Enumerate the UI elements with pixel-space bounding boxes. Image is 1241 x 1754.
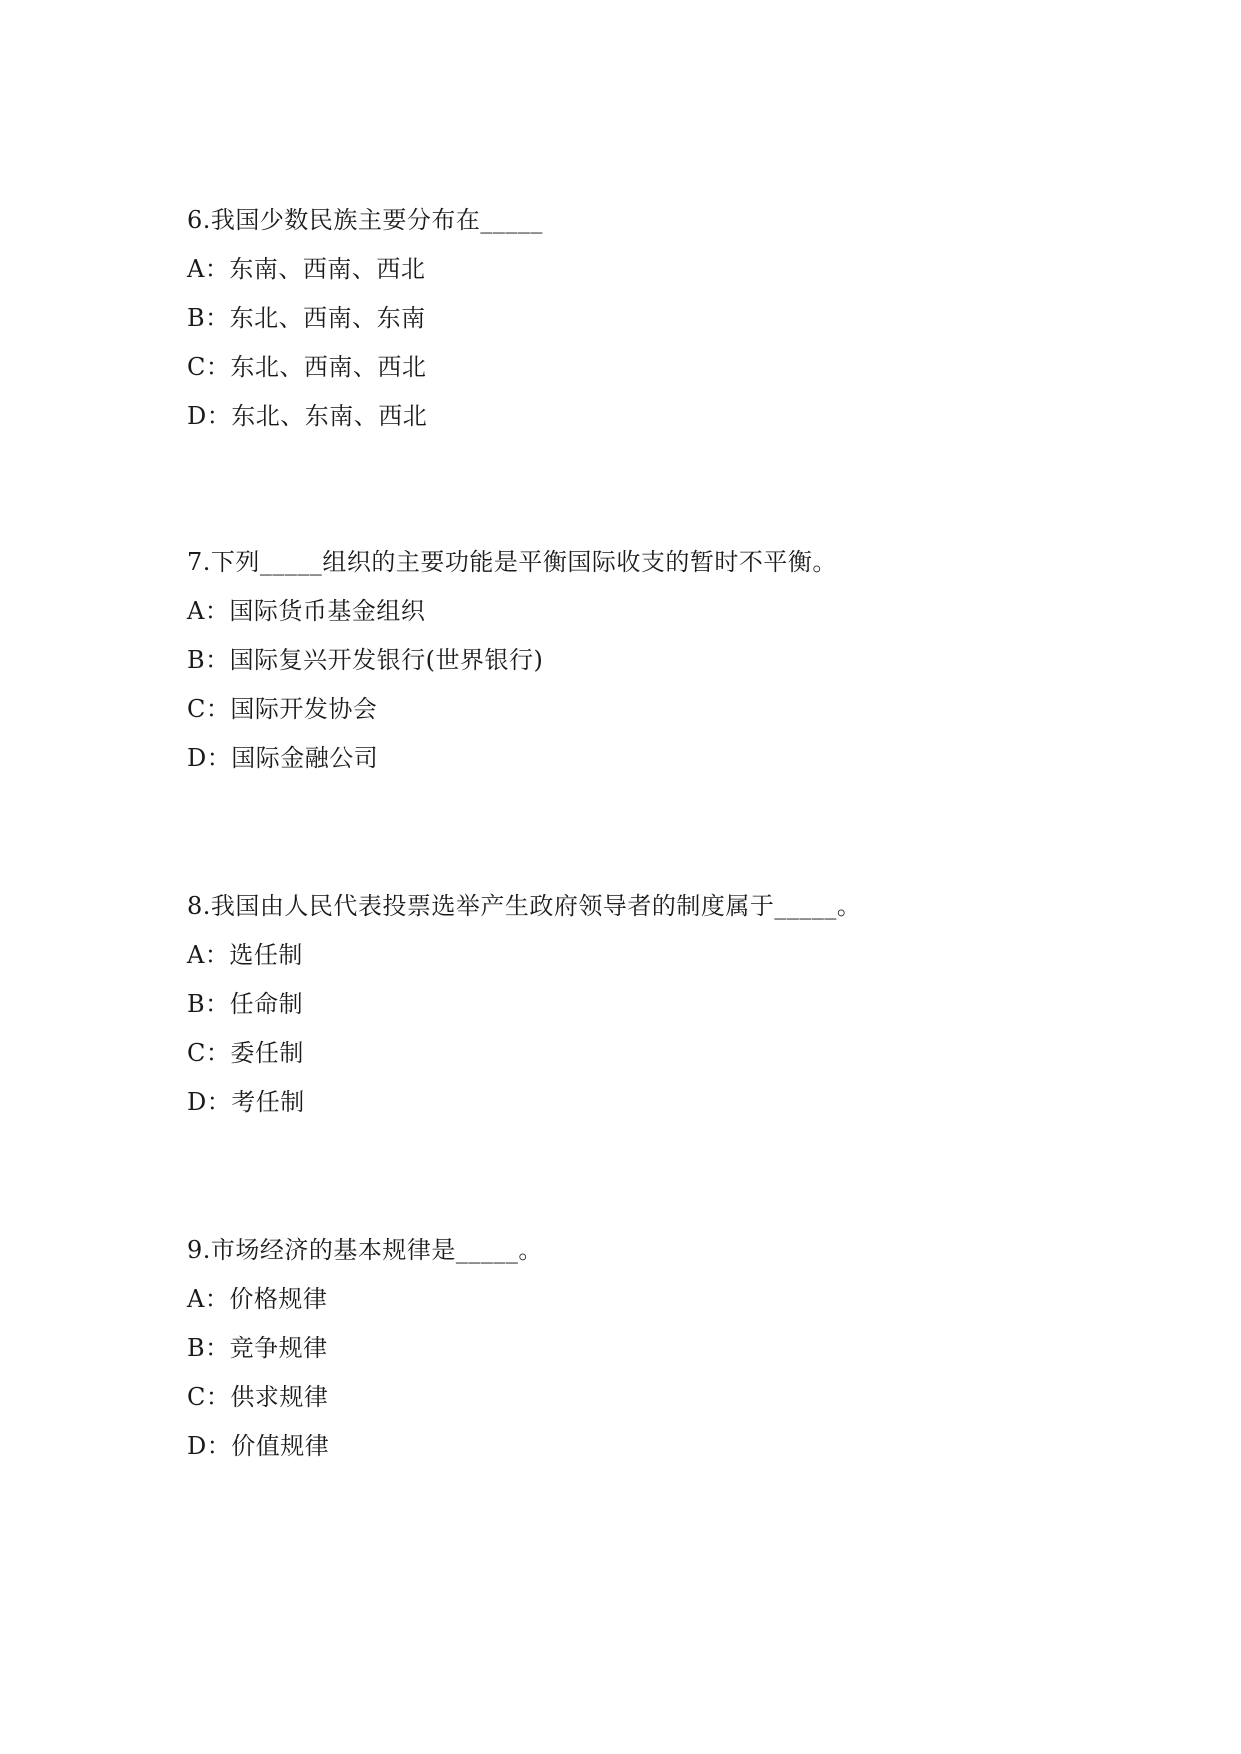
option-b: B：国际复兴开发银行(世界银行) [187,646,544,674]
question-7 [187,547,1147,792]
question-stem: 7.下列_____组织的主要功能是平衡国际收支的暂时不平衡。 [187,548,837,576]
option-d: D：东北、东南、西北 [187,402,428,430]
option-b: B：任命制 [187,990,304,1018]
option-c: C：东北、西南、西北 [187,353,427,381]
question-stem: 8.我国由人民代表投票选举产生政府领导者的制度属于_____。 [187,892,862,920]
option-c: C：供求规律 [187,1383,329,1411]
option-a: A：国际货币基金组织 [187,597,426,625]
option-d: D：考任制 [187,1088,305,1116]
option-a: A：价格规律 [187,1285,328,1313]
option-d: D：国际金融公司 [187,744,379,772]
question-9 [187,1235,1147,1480]
option-c: C：国际开发协会 [187,695,378,723]
question-6 [187,205,1147,450]
option-b: B：东北、西南、东南 [187,304,426,332]
option-d: D：价值规律 [187,1432,330,1460]
question-stem: 6.我国少数民族主要分布在_____ [187,206,543,234]
question-stem: 9.市场经济的基本规律是_____。 [187,1236,543,1264]
option-b: B：竞争规律 [187,1334,328,1362]
question-8 [187,891,1147,1136]
option-a: A：选任制 [187,941,303,969]
option-c: C：委任制 [187,1039,304,1067]
option-a: A：东南、西南、西北 [187,255,426,283]
